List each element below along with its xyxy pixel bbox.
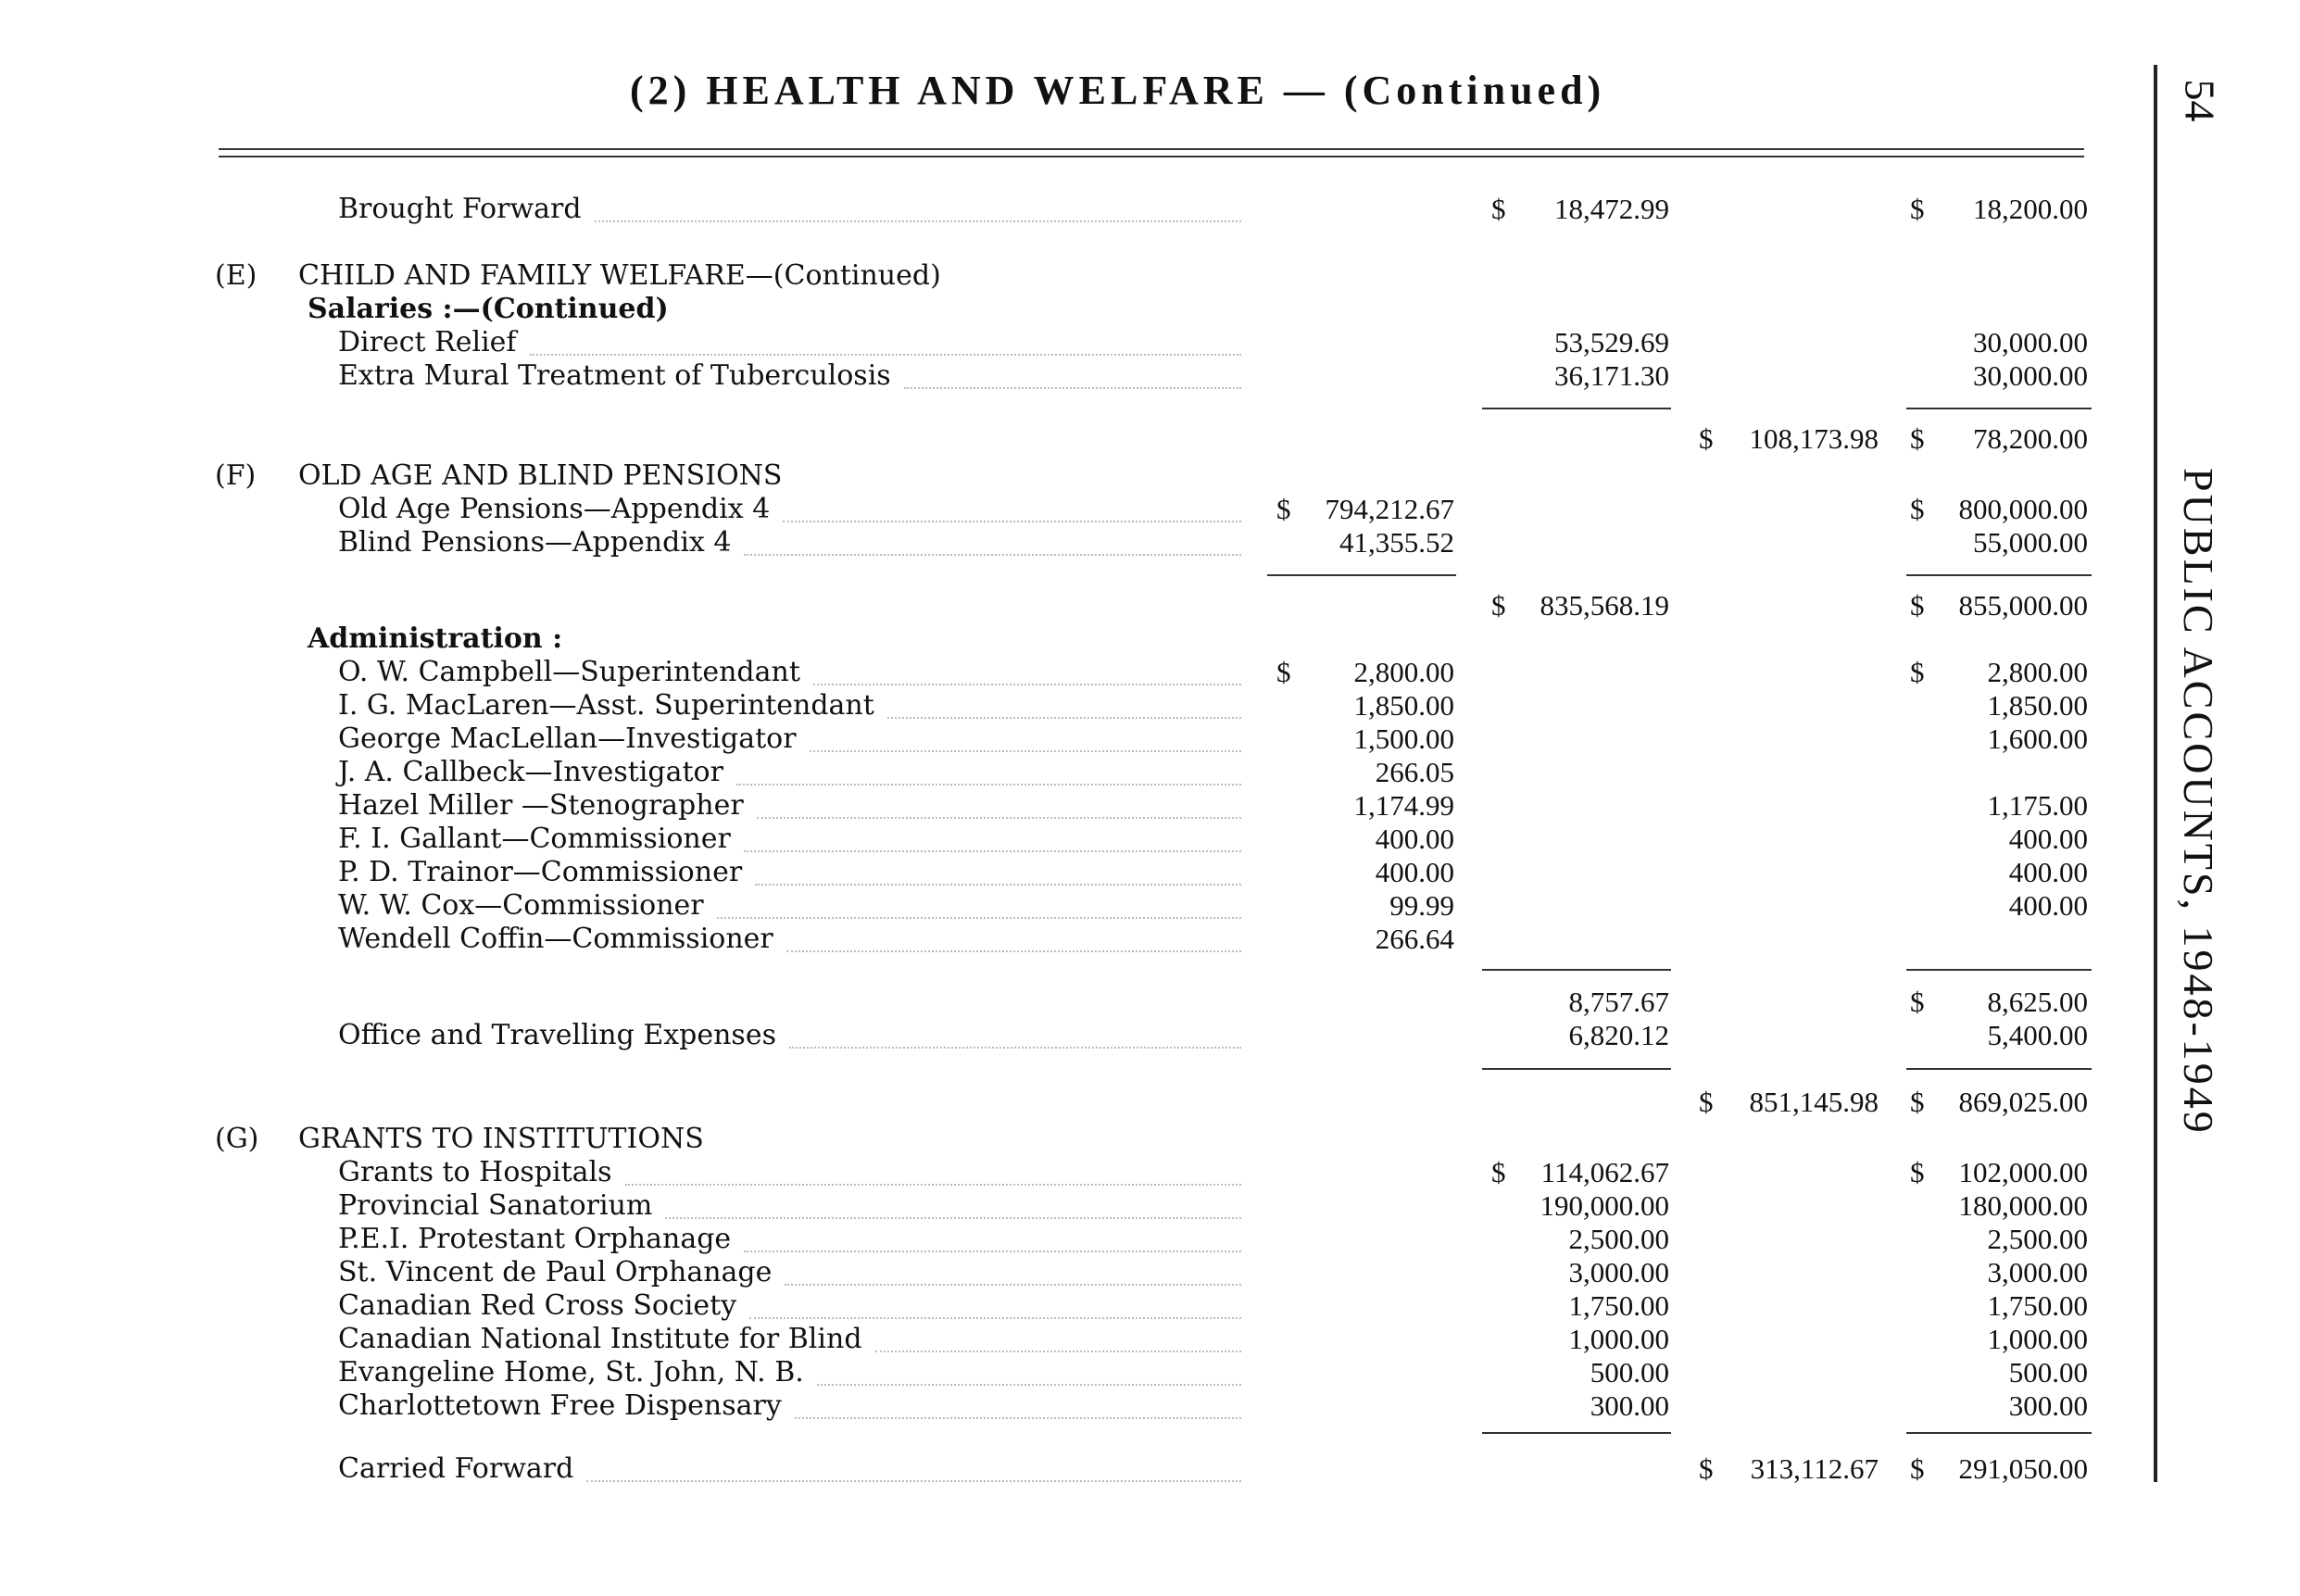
total-rule	[1482, 408, 1671, 409]
amount-c3: 1,000.00	[1568, 1323, 1669, 1355]
amount-c3: 3,000.00	[1568, 1256, 1669, 1288]
header-rule-top	[219, 148, 2084, 150]
ledger-row	[0, 1019, 2149, 1052]
ledger-row	[0, 1389, 2149, 1423]
amount-c5: 1,850.00	[1987, 689, 2088, 722]
amount-c2: 99.99	[1389, 889, 1454, 922]
ledger-row	[0, 1123, 2149, 1156]
amount-c5: 2,800.00	[1987, 656, 2088, 688]
currency-sign: $	[1276, 656, 1291, 688]
header-rule-bottom	[219, 156, 2084, 157]
amount-c2: 41,355.52	[1339, 526, 1454, 559]
dot-leader	[744, 1249, 1241, 1252]
ledger-row	[0, 422, 2149, 456]
ledger-row	[0, 756, 2149, 789]
line-item-label: P.E.I. Protestant Orphanage	[338, 1223, 732, 1255]
amount-c5: 18,200.00	[1973, 193, 2088, 225]
page-edge-rule	[2154, 65, 2157, 1482]
currency-sign: $	[1491, 589, 1506, 622]
section-letter: (F)	[215, 459, 257, 492]
currency-sign: $	[1910, 1452, 1925, 1485]
dot-leader	[749, 1315, 1241, 1319]
amount-c5: 855,000.00	[1958, 589, 2088, 622]
amount-c5: 3,000.00	[1987, 1256, 2088, 1288]
line-item-label: Charlottetown Free Dispensary	[338, 1389, 782, 1422]
amount-c3: 8,757.67	[1568, 986, 1669, 1018]
total-rule	[1482, 1432, 1671, 1434]
total-rule	[1906, 969, 2092, 971]
amount-c3: 835,568.19	[1540, 589, 1669, 622]
line-item-label: Canadian Red Cross Society	[338, 1289, 737, 1322]
dot-leader	[904, 385, 1241, 389]
line-item-label: St. Vincent de Paul Orphanage	[338, 1256, 773, 1288]
amount-c2: 1,174.99	[1353, 789, 1454, 822]
ledger-row	[0, 986, 2149, 1019]
line-item-label: Brought Forward	[338, 193, 582, 225]
amount-c5: 869,025.00	[1958, 1086, 2088, 1118]
total-rule	[1267, 574, 1456, 576]
ledger-row	[0, 1189, 2149, 1223]
currency-sign: $	[1699, 1452, 1714, 1485]
amount-c5: 1,600.00	[1987, 723, 2088, 755]
line-item-label: I. G. MacLaren—Asst. Superintendant	[338, 689, 874, 722]
ledger-row	[0, 889, 2149, 923]
amount-c5: 55,000.00	[1973, 526, 2088, 559]
amount-c4: 108,173.98	[1749, 422, 1879, 455]
line-item-label: Hazel Miller —Stenographer	[338, 789, 744, 822]
amount-c3: 1,750.00	[1568, 1289, 1669, 1322]
page-title: (2) HEALTH AND WELFARE — (Continued)	[630, 68, 1606, 113]
currency-sign: $	[1910, 1156, 1925, 1188]
amount-c2: 1,850.00	[1353, 689, 1454, 722]
amount-c3: 114,062.67	[1540, 1156, 1669, 1188]
dot-leader	[786, 949, 1241, 952]
line-item-label: Blind Pensions—Appendix 4	[338, 526, 732, 559]
amount-c2: 266.64	[1375, 923, 1454, 955]
running-title-text: PUBLIC ACCOUNTS, 1948-1949	[2175, 468, 2222, 1136]
ledger-row	[0, 1289, 2149, 1323]
line-item-label: Extra Mural Treatment of Tuberculosis	[338, 359, 891, 392]
ledger-row	[0, 259, 2149, 293]
line-item-label: F. I. Gallant—Commissioner	[338, 823, 731, 855]
line-item-label: P. D. Trainor—Commissioner	[338, 856, 743, 888]
amount-c5: 78,200.00	[1973, 422, 2088, 455]
ledger-row	[0, 326, 2149, 359]
amount-c5: 1,175.00	[1987, 789, 2088, 822]
amount-c2: 794,212.67	[1325, 493, 1454, 525]
ledger-row	[0, 1323, 2149, 1356]
ledger-row	[0, 1223, 2149, 1256]
amount-c5: 300.00	[2008, 1389, 2088, 1422]
line-item-label: Provincial Sanatorium	[338, 1189, 653, 1222]
total-rule	[1906, 574, 2092, 576]
ledger-row	[0, 689, 2149, 723]
currency-sign: $	[1910, 986, 1925, 1018]
ledger-row	[0, 293, 2149, 326]
ledger-row	[0, 656, 2149, 689]
dot-leader	[625, 1182, 1241, 1186]
amount-c3: 36,171.30	[1554, 359, 1669, 392]
ledger-row	[0, 1156, 2149, 1189]
currency-sign: $	[1491, 193, 1506, 225]
amount-c5: 8,625.00	[1987, 986, 2088, 1018]
total-rule	[1482, 969, 1671, 971]
amount-c5: 400.00	[2008, 823, 2088, 855]
line-item-label: Carried Forward	[338, 1452, 574, 1485]
dot-leader	[887, 715, 1241, 719]
dot-leader	[736, 782, 1241, 785]
ledger-row	[0, 1256, 2149, 1289]
amount-c5: 102,000.00	[1958, 1156, 2088, 1188]
section-heading: CHILD AND FAMILY WELFARE—(Continued)	[298, 259, 941, 292]
amount-c5: 1,000.00	[1987, 1323, 2088, 1355]
line-item-label: O. W. Campbell—Superintendant	[338, 656, 800, 688]
amount-c3: 53,529.69	[1554, 326, 1669, 358]
amount-c5: 500.00	[2008, 1356, 2088, 1389]
ledger-row	[0, 823, 2149, 856]
amount-c5: 2,500.00	[1987, 1223, 2088, 1255]
line-item-label: Grants to Hospitals	[338, 1156, 612, 1188]
ledger-row	[0, 193, 2149, 226]
total-rule	[1482, 1068, 1671, 1070]
line-item-label: Wendell Coffin—Commissioner	[338, 923, 773, 955]
currency-sign: $	[1910, 493, 1925, 525]
dot-leader	[783, 519, 1241, 522]
dot-leader	[744, 552, 1241, 556]
dot-leader	[757, 815, 1241, 819]
amount-c5: 291,050.00	[1958, 1452, 2088, 1485]
section-letter: (G)	[215, 1123, 259, 1155]
line-item-label: Canadian National Institute for Blind	[338, 1323, 862, 1355]
amount-c3: 2,500.00	[1568, 1223, 1669, 1255]
total-rule	[1906, 1068, 2092, 1070]
ledger-row	[0, 1086, 2149, 1119]
amount-c3: 18,472.99	[1554, 193, 1669, 225]
dot-leader	[810, 748, 1241, 752]
page-number: 54	[2176, 79, 2224, 122]
currency-sign: $	[1276, 493, 1291, 525]
dot-leader	[665, 1215, 1241, 1219]
currency-sign: $	[1699, 1086, 1714, 1118]
currency-sign: $	[1910, 422, 1925, 455]
currency-sign: $	[1910, 1086, 1925, 1118]
running-title	[2158, 468, 2232, 1136]
amount-c5: 30,000.00	[1973, 326, 2088, 358]
amount-c5: 180,000.00	[1958, 1189, 2088, 1222]
amount-c5: 5,400.00	[1987, 1019, 2088, 1051]
amount-c3: 190,000.00	[1540, 1189, 1669, 1222]
amount-c2: 400.00	[1375, 856, 1454, 888]
dot-leader	[530, 352, 1241, 356]
dot-leader	[875, 1349, 1241, 1352]
amount-c5: 400.00	[2008, 889, 2088, 922]
dot-leader	[717, 915, 1241, 919]
ledger-row	[0, 493, 2149, 526]
dot-leader	[755, 882, 1241, 886]
amount-c4: 851,145.98	[1749, 1086, 1879, 1118]
line-item-label: Direct Relief	[338, 326, 517, 358]
ledger-row	[0, 622, 2149, 656]
total-rule	[1906, 408, 2092, 409]
amount-c2: 2,800.00	[1353, 656, 1454, 688]
amount-c2: 266.05	[1375, 756, 1454, 788]
amount-c3: 6,820.12	[1568, 1019, 1669, 1051]
ledger-row	[0, 589, 2149, 622]
amount-c3: 500.00	[1590, 1356, 1669, 1389]
total-rule	[1906, 1432, 2092, 1434]
currency-sign: $	[1910, 193, 1925, 225]
ledger-row	[0, 723, 2149, 756]
ledger-row	[0, 459, 2149, 493]
subsection-heading: Administration :	[308, 622, 563, 655]
ledger-row	[0, 1452, 2149, 1486]
amount-c2: 400.00	[1375, 823, 1454, 855]
line-item-label: J. A. Callbeck—Investigator	[338, 756, 723, 788]
line-item-label: Evangeline Home, St. John, N. B.	[338, 1356, 804, 1389]
dot-leader	[586, 1478, 1241, 1482]
dot-leader	[795, 1415, 1241, 1419]
line-item-label: Old Age Pensions—Appendix 4	[338, 493, 771, 525]
line-item-label: W. W. Cox—Commissioner	[338, 889, 704, 922]
ledger-row	[0, 856, 2149, 889]
line-item-label: George MacLellan—Investigator	[338, 723, 797, 755]
amount-c3: 300.00	[1590, 1389, 1669, 1422]
currency-sign: $	[1910, 656, 1925, 688]
dot-leader	[595, 219, 1241, 222]
dot-leader	[817, 1382, 1241, 1386]
ledger-row	[0, 526, 2149, 559]
amount-c2: 1,500.00	[1353, 723, 1454, 755]
currency-sign: $	[1910, 589, 1925, 622]
dot-leader	[785, 1282, 1241, 1286]
ledger-row	[0, 359, 2149, 393]
section-heading: GRANTS TO INSTITUTIONS	[298, 1123, 704, 1155]
dot-leader	[789, 1045, 1241, 1049]
dot-leader	[813, 682, 1241, 685]
amount-c5: 30,000.00	[1973, 359, 2088, 392]
amount-c5: 400.00	[2008, 856, 2088, 888]
section-heading: OLD AGE AND BLIND PENSIONS	[298, 459, 783, 492]
currency-sign: $	[1491, 1156, 1506, 1188]
currency-sign: $	[1699, 422, 1714, 455]
amount-c4: 313,112.67	[1750, 1452, 1879, 1485]
ledger-row	[0, 1356, 2149, 1389]
line-item-label: Office and Travelling Expenses	[338, 1019, 776, 1051]
ledger-row	[0, 789, 2149, 823]
subsection-heading: Salaries :—(Continued)	[308, 293, 669, 325]
amount-c5: 800,000.00	[1958, 493, 2088, 525]
amount-c5: 1,750.00	[1987, 1289, 2088, 1322]
dot-leader	[744, 848, 1241, 852]
ledger-row	[0, 923, 2149, 956]
section-letter: (E)	[215, 259, 258, 292]
